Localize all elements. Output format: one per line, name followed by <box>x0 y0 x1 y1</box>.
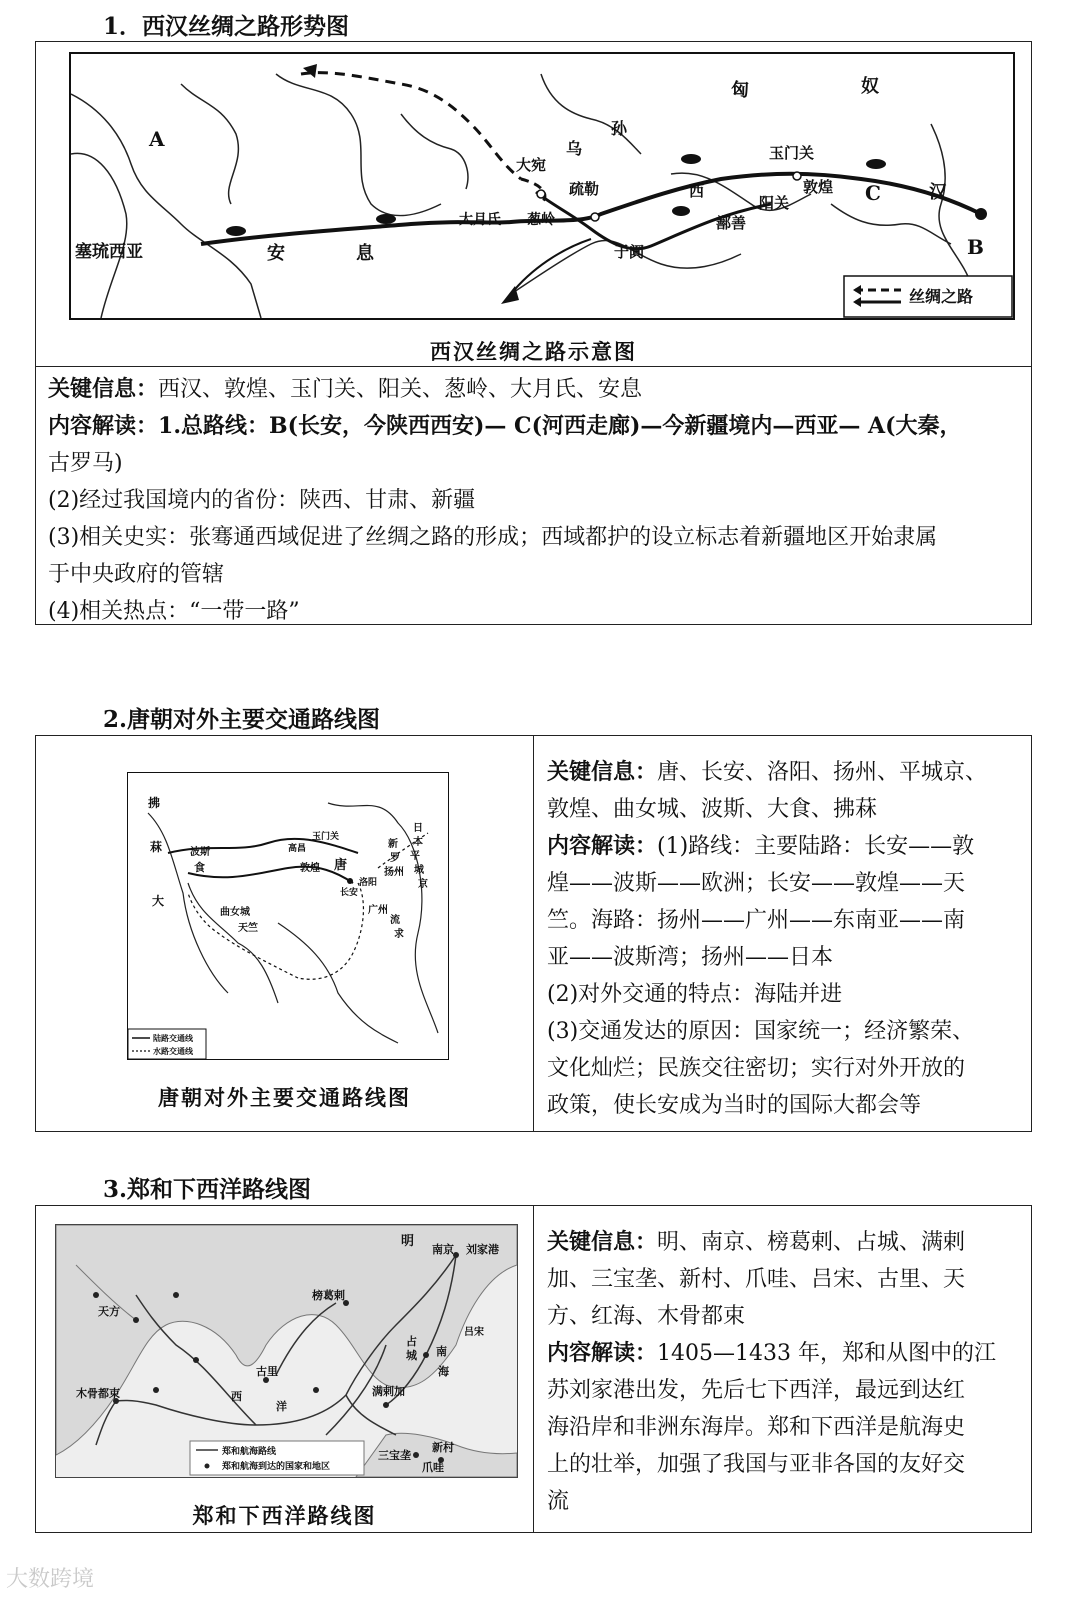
divider <box>533 736 534 1131</box>
map-label-dunhuang: 敦煌 <box>803 178 834 196</box>
map-label-C: C <box>865 181 881 205</box>
map-label-B: B <box>967 235 984 259</box>
map-label-hai: 海 <box>438 1365 449 1378</box>
key-info-line <box>547 1224 1027 1261</box>
map-label-sanbaolong: 三宝垄 <box>378 1449 411 1462</box>
read-line: 流 <box>547 1489 570 1514</box>
map-label-shule: 疏勒 <box>569 180 600 198</box>
map-label-liuqiu-2: 求 <box>394 929 404 940</box>
read-text: 1405—1433 年，郑和从图中的江 <box>657 1341 996 1366</box>
section-3-box <box>35 1205 1032 1533</box>
map-label-qunv: 曲女城 <box>220 907 250 918</box>
map-label-yumenguan: 玉门关 <box>312 832 340 842</box>
map-label-dayuezhi: 大月氏 <box>459 212 501 228</box>
section-3-title: 3.郑和下西洋路线图 <box>103 1176 312 1203</box>
read-line <box>48 408 1028 445</box>
map-label-guli: 古里 <box>256 1365 278 1378</box>
map-label-lin: 菻 <box>150 840 163 854</box>
map-label-shanshan: 鄯善 <box>716 214 747 232</box>
key-info-label: 关键信息： <box>547 759 658 785</box>
key-info-label: 关键信息： <box>48 376 159 402</box>
map-label-congling: 葱岭 <box>527 212 555 228</box>
map-label-xincun: 新村 <box>432 1441 454 1454</box>
map-label-yangguan: 阳关 <box>759 194 790 212</box>
read-line: 古罗马) <box>48 451 123 476</box>
silk-road-map-svg <box>71 54 1013 318</box>
map-label-seleucid: 塞琉西亚 <box>75 242 143 262</box>
map-label-A: A <box>149 127 165 151</box>
map-legend-label: 丝绸之路 <box>909 287 974 306</box>
read-line <box>547 1335 1027 1372</box>
map-label-pingcheng-1: 平 <box>410 851 420 862</box>
read-line: 上的壮举，加强了我国与亚非各国的友好交 <box>547 1452 966 1477</box>
map-label-yumenguan: 玉门关 <box>769 144 815 162</box>
section-1-title: 1．西汉丝绸之路形势图 <box>103 13 350 40</box>
read-line: (3)交通发达的原因：国家统一；经济繁荣、 <box>547 1019 975 1044</box>
map-label-changan: 长安 <box>340 888 359 898</box>
map-label-zhan: 占 <box>406 1335 417 1348</box>
key-info-text: 唐、长安、洛阳、扬州、平城京、 <box>657 760 988 785</box>
map-label-pingcheng-3: 京 <box>418 879 428 890</box>
key-info-line: 加、三宝垄、新村、爪哇、吕宋、古里、天 <box>547 1267 966 1292</box>
read-line: 海沿岸和非洲东海岸。郑和下西洋是航海史 <box>547 1415 966 1440</box>
map-label-bosi: 波斯 <box>190 847 210 858</box>
map-label-zhuawa: 爪哇 <box>422 1461 444 1474</box>
map-label-lusong: 吕宋 <box>464 1327 484 1338</box>
map-label-xi2: 息 <box>356 243 374 264</box>
map-label-bangela: 榜葛剌 <box>312 1289 345 1302</box>
map-legend-route: 郑和航海路线 <box>222 1447 277 1457</box>
map-label-nan: 南 <box>436 1345 447 1358</box>
map-label-gaochang: 高昌 <box>288 844 307 854</box>
map-label-mugudushu: 木骨都束 <box>76 1387 120 1400</box>
map-label-riben-1: 日 <box>413 823 423 834</box>
read-label: 内容解读： <box>547 833 658 859</box>
map-legend-land: 陆路交通线 <box>153 1033 193 1043</box>
read-line: 苏刘家港出发，先后七下西洋，最远到达红 <box>547 1378 966 1403</box>
map-label-da: 大 <box>152 894 165 908</box>
map-legend-sea: 水路交通线 <box>153 1046 193 1056</box>
read-line: (4)相关热点：“一带一路” <box>48 599 300 624</box>
map-label-xiongnu-2: 奴 <box>861 76 879 97</box>
read-text: (1)路线：主要陆路：长安——敦 <box>657 834 975 859</box>
read-label: 内容解读： <box>547 1340 658 1366</box>
map-label-xiongnu-1: 匈 <box>731 80 749 101</box>
key-info-line: 方、红海、木骨都束 <box>547 1304 746 1329</box>
map-label-shi: 食 <box>194 861 205 874</box>
read-line: (2)对外交通的特点：海陆并进 <box>547 982 843 1007</box>
divider <box>533 1206 534 1532</box>
map-label-manlajia: 满剌加 <box>372 1385 405 1398</box>
map-label-yangzhou: 扬州 <box>384 867 404 878</box>
map-label-han: 汉 <box>929 182 947 203</box>
key-info-label: 关键信息： <box>547 1229 658 1255</box>
read-line: 政策，使长安成为当时的国际大都会等 <box>547 1093 922 1118</box>
section-2-text <box>547 754 1027 1124</box>
read-line: 文化灿烂；民族交往密切；实行对外开放的 <box>547 1056 966 1081</box>
map-label-ming: 明 <box>401 1234 415 1249</box>
section-3-text <box>547 1224 1027 1520</box>
section-3-caption: 郑和下西洋路线图 <box>192 1503 377 1528</box>
map-label-pingcheng-2: 城 <box>414 865 424 876</box>
map-legend-place: 郑和航海到达的国家和地区 <box>222 1462 331 1472</box>
map-label-cheng: 城 <box>406 1349 417 1362</box>
map-label-an: 安 <box>267 243 285 264</box>
map-label-dunhuang: 敦煌 <box>300 863 320 874</box>
section-1-box <box>35 41 1032 625</box>
key-info-line: 敦煌、曲女城、波斯、大食、拂菻 <box>547 797 878 822</box>
map-label-wusun-2: 孙 <box>611 119 628 138</box>
map-label-wusun-1: 乌 <box>566 139 583 158</box>
map-label-xi: 西 <box>689 182 705 200</box>
read-line: (3)相关史实：张骞通西域促进了丝绸之路的形成；西域都护的设立标志着新疆地区开始隶属 <box>48 525 938 550</box>
map-label-tianfang: 天方 <box>98 1305 120 1318</box>
divider <box>36 366 1031 367</box>
map-label-riben-2: 本 <box>413 837 423 848</box>
key-info-line <box>547 754 1027 791</box>
section-2-caption: 唐朝对外主要交通路线图 <box>158 1085 411 1110</box>
map-label-xinluo-1: 新 <box>388 839 398 850</box>
map-label-yang: 洋 <box>276 1400 287 1413</box>
zhenghe-map <box>55 1224 518 1478</box>
map-label-tang: 唐 <box>334 858 348 873</box>
zhenghe-map-svg <box>56 1225 517 1477</box>
key-info-text: 明、南京、榜葛剌、占城、满剌 <box>657 1230 966 1255</box>
map-label-liujiagang: 刘家港 <box>466 1243 499 1256</box>
section-1-text <box>48 371 1028 630</box>
key-info-line <box>48 371 1028 408</box>
map-label-yutian: 于阗 <box>614 243 645 261</box>
silk-road-map <box>69 52 1015 320</box>
map-label-xi: 西 <box>231 1390 242 1403</box>
map-label-nanjing: 南京 <box>432 1243 454 1256</box>
read-line: 于中央政府的管辖 <box>48 562 225 587</box>
read-line: (2)经过我国境内的省份：陕西、甘肃、新疆 <box>48 488 476 513</box>
key-info-text: 西汉、敦煌、玉门关、阳关、葱岭、大月氏、安息 <box>158 377 643 402</box>
map-label-guangzhou: 广州 <box>368 905 388 916</box>
tang-routes-map-svg <box>128 773 448 1059</box>
tang-routes-map <box>127 772 449 1060</box>
map-label-fu: 拂 <box>148 796 161 810</box>
map-label-liuqiu-1: 流 <box>390 915 400 926</box>
watermark: 大数跨境 <box>6 1567 95 1592</box>
map-label-dawan: 大宛 <box>516 156 547 174</box>
read-text: 1.总路线：B(长安，今陕西西安)— C(河西走廊)—今新疆境内—西亚— A(大秦， <box>158 413 962 439</box>
read-label: 内容解读： <box>48 413 159 439</box>
section-1-caption: 西汉丝绸之路示意图 <box>430 339 637 364</box>
section-2-box <box>35 735 1032 1132</box>
read-line: 竺。海路：扬州——广州——东南亚——南 <box>547 908 966 933</box>
map-label-luoyang: 洛阳 <box>359 878 378 888</box>
read-line <box>547 828 1027 865</box>
map-label-xinluo-2: 罗 <box>390 853 400 864</box>
map-label-tianzhu: 天竺 <box>238 923 258 934</box>
read-line: 亚——波斯湾；扬州——日本 <box>547 945 834 970</box>
section-2-title: 2.唐朝对外主要交通路线图 <box>103 706 381 733</box>
read-line: 煌——波斯——欧洲；长安——敦煌——天 <box>547 871 966 896</box>
